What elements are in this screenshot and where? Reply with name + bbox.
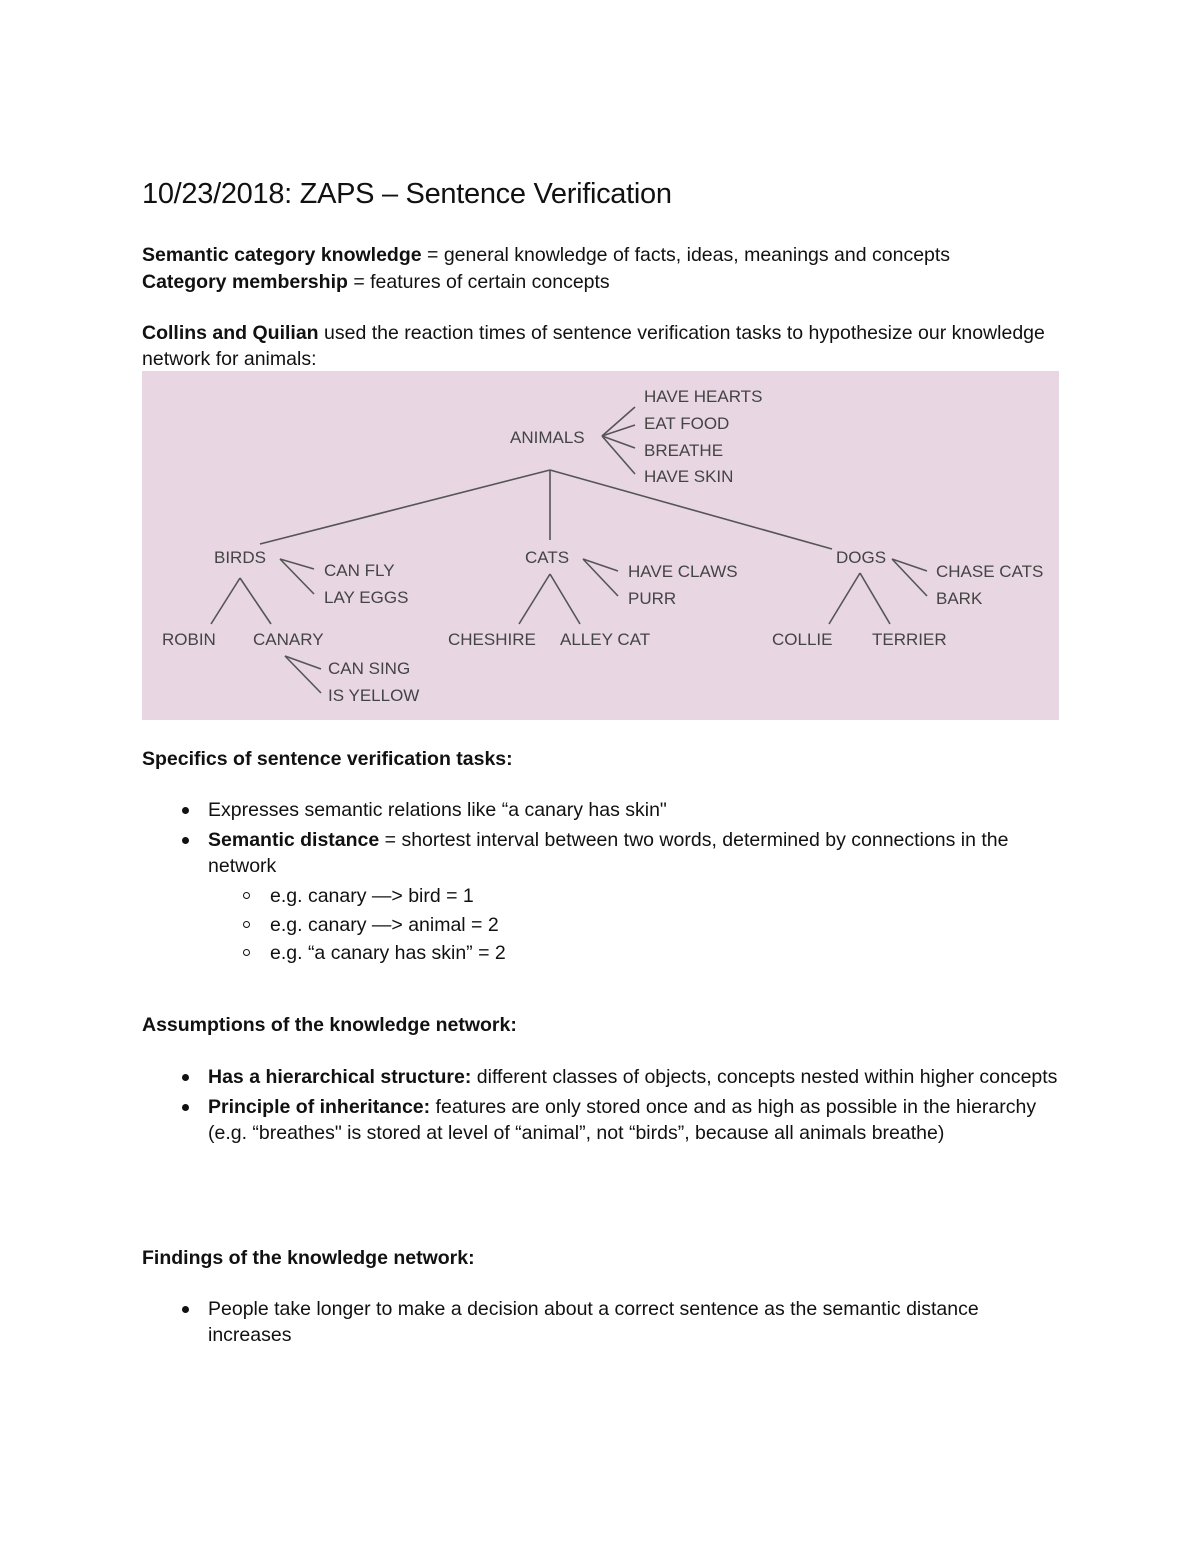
feature-have-hearts: HAVE HEARTS — [644, 387, 763, 406]
feature-can-sing: CAN SING — [328, 659, 411, 678]
node-cheshire: CHESHIRE — [448, 630, 536, 649]
edge-dogs-collie — [829, 573, 860, 624]
node-robin: ROBIN — [162, 630, 216, 649]
section-heading-specifics: Specifics of sentence verification tasks: — [142, 748, 513, 770]
section-heading-findings: Findings of the knowledge network: — [142, 1247, 475, 1269]
definition-semantic-knowledge — [142, 242, 950, 268]
edge-birds-robin — [211, 578, 240, 624]
node-cats: CATS — [525, 548, 570, 567]
list-item-text: different classes of objects, concepts nested within higher concepts — [471, 1066, 1058, 1088]
list-item-term: Principle of inheritance: — [208, 1096, 431, 1118]
list-item — [180, 1296, 1060, 1348]
list-item — [180, 1064, 1060, 1090]
edge-cats-cheshire — [519, 574, 550, 624]
definition-term: Category membership — [142, 271, 348, 293]
list-item-text: = shortest interval between two words, determined by connections in the network — [208, 829, 1009, 877]
feature-is-yellow: IS YELLOW — [328, 686, 420, 705]
intro-paragraph — [142, 320, 1067, 372]
definition-text: = general knowledge of facts, ideas, meanings and concepts — [421, 244, 951, 266]
node-birds: BIRDS — [214, 548, 266, 567]
list-item — [180, 797, 1060, 823]
edge-dogs-terrier — [860, 573, 890, 624]
feature-purr: PURR — [628, 589, 677, 608]
edge-cats-alley-cat — [550, 574, 580, 624]
list-item-text: People take longer to make a decision about a correct sentence as the semantic distance increases — [208, 1298, 979, 1346]
definition-term: Semantic category knowledge — [142, 244, 422, 266]
feature-have-skin: HAVE SKIN — [644, 467, 734, 486]
section-heading-assumptions: Assumptions of the knowledge network: — [142, 1014, 517, 1036]
intro-term: Collins and Quilian — [142, 322, 319, 344]
definition-text: = features of certain concepts — [347, 271, 610, 293]
list-item — [180, 827, 1060, 968]
root-feature-edge — [602, 407, 635, 436]
feature-chase-cats: CHASE CATS — [936, 562, 1044, 581]
edge-animals-birds — [260, 470, 550, 544]
examples-list — [243, 882, 1060, 968]
knowledge-network-diagram — [142, 371, 1059, 720]
feature-breathe: BREATHE — [644, 441, 724, 460]
canary-feature-edge — [285, 656, 321, 693]
node-dogs: DOGS — [836, 548, 887, 567]
example-item: e.g. canary —> bird = 1 — [243, 882, 1060, 911]
node-canary: CANARY — [253, 630, 324, 649]
edge-birds-canary — [240, 578, 271, 624]
feature-can-fly: CAN FLY — [324, 561, 395, 580]
node-alley-cat: ALLEY CAT — [560, 630, 651, 649]
assumptions-list — [180, 1064, 1060, 1146]
list-item-term: Has a hierarchical structure: — [208, 1066, 472, 1088]
feature-eat-food: EAT FOOD — [644, 414, 730, 433]
node-terrier: TERRIER — [872, 630, 947, 649]
list-item-text: features are only stored once and as high as possible in the hierarchy (e.g. “breathes" is stored at level of “animal”, not “birds”, because all animals breathe) — [208, 1096, 1037, 1144]
definition-category-membership — [142, 269, 610, 295]
intro-text: used the reaction times of sentence verification tasks to hypothesize our knowledge network for animals: — [142, 322, 1045, 370]
list-item-term: Semantic distance — [208, 829, 380, 851]
feature-lay-eggs: LAY EGGS — [324, 588, 409, 607]
example-item: e.g. “a canary has skin” = 2 — [243, 939, 1060, 968]
page-title: 10/23/2018: ZAPS – Sentence Verification — [142, 178, 672, 210]
findings-list — [180, 1296, 1060, 1348]
feature-bark: BARK — [936, 589, 983, 608]
list-item — [180, 1094, 1060, 1146]
specifics-list — [180, 797, 1060, 968]
node-animals: ANIMALS — [510, 428, 585, 447]
network-svg — [142, 371, 1059, 720]
node-collie: COLLIE — [772, 630, 833, 649]
example-item: e.g. canary —> animal = 2 — [243, 911, 1060, 940]
list-item-text: Expresses semantic relations like “a canary has skin" — [208, 799, 667, 821]
feature-have-claws: HAVE CLAWS — [628, 562, 738, 581]
root-feature-edge — [602, 425, 635, 436]
